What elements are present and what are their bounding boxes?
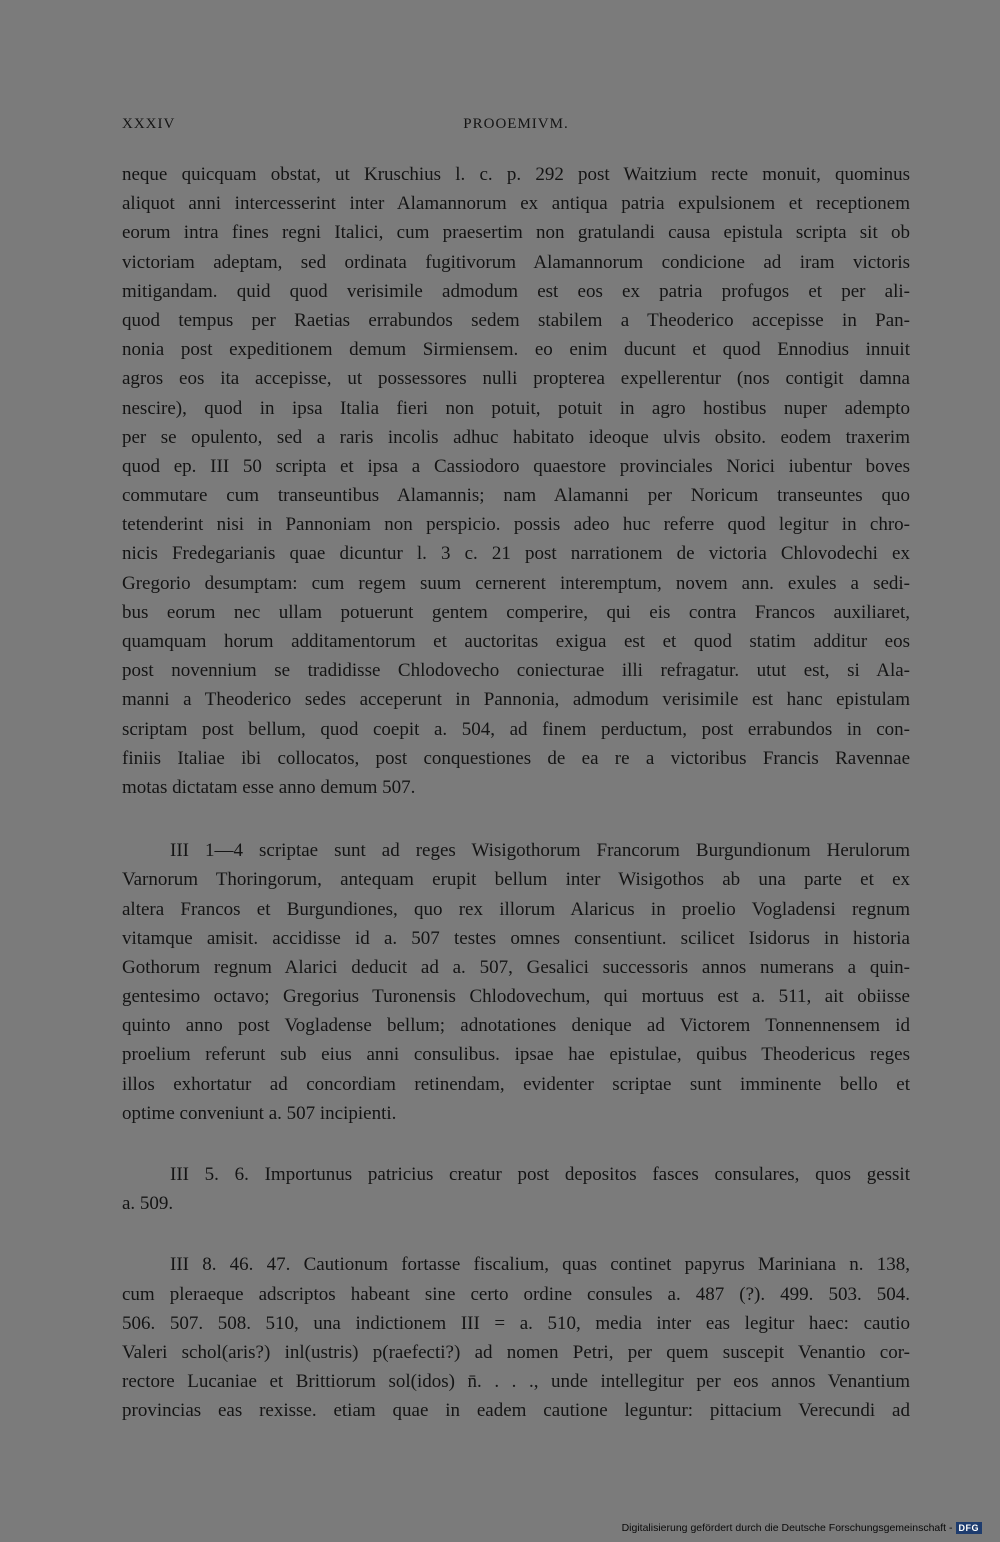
text-line: victoriam adeptam, sed ordinata fugitivorum Alamannorum condicione ad iram victoris: [122, 251, 910, 273]
text-line: bus eorum nec ullam potuerunt gentem comperire, qui eis contra Francos auxiliaret,: [122, 601, 910, 623]
paragraph-gap: [122, 1128, 910, 1160]
text-line: Valeri schol(aris?) inl(ustris) p(raefecti?) ad nomen Petri, per quem suscepit Venantio cor-: [122, 1341, 910, 1363]
text-line: quod ep. III 50 scripta et ipsa a Cassiodoro quaestore provinciales Norici iubentur boves: [122, 455, 910, 477]
paragraph: [122, 1160, 910, 1218]
text-line: provincias eas rexisse. etiam quae in eadem cautione leguntur: pittacium Verecundi ad: [122, 1400, 910, 1422]
text-line: III 1—4 scriptae sunt ad reges Wisigothorum Francorum Burgundionum Herulorum: [170, 840, 910, 862]
text-line: gentesimo octavo; Gregorius Turonensis Chlodovechum, qui mortuus est a. 511, ait obiisse: [122, 986, 910, 1008]
running-header: [122, 116, 910, 140]
text-line: altera Francos et Burgundiones, quo rex illorum Alaricus in proelio Vogladensi regnum: [122, 898, 910, 920]
page-body: [122, 160, 910, 1426]
text-line: proelium referunt sub eius anni consulibus. ipsae hae epistulae, quibus Theodericus reges: [122, 1044, 910, 1066]
dfg-logo-icon[interactable]: DFG: [956, 1522, 983, 1534]
text-line: vitamque amisit. accidisse id a. 507 testes omnes consentiunt. scilicet Isidorus in historia: [122, 927, 910, 949]
text-line: III 8. 46. 47. Cautionum fortasse fiscalium, quas continet papyrus Mariniana n. 138,: [170, 1254, 910, 1276]
text-line: tetenderint nisi in Pannoniam non perspicio. possis adeo huc referre quod legitur in chro-: [122, 514, 910, 536]
digitization-footer: [622, 1520, 982, 1536]
text-line: quod tempus per Raetias errabundos sedem stabilem a Theoderico accepisse in Pan-: [122, 309, 910, 331]
text-line: scriptam post bellum, quod coepit a. 504, ad finem perductum, post errabundos in con-: [122, 718, 910, 740]
text-line: III 5. 6. Importunus patricius creatur post depositos fasces consulares, quos gessit: [170, 1164, 910, 1185]
running-title: PROOEMIVM.: [463, 116, 569, 132]
footer-credit: Digitalisierung gefördert durch die Deutsche Forschungsgemeinschaft -: [621, 1522, 953, 1534]
text-line: Varnorum Thoringorum, antequam erupit bellum inter Wisigothos ab una parte et ex: [122, 869, 910, 891]
page-number: XXXIV: [122, 116, 176, 132]
text-line: commutare cum transeuntibus Alamannis; nam Alamanni per Noricum transeuntes quo: [122, 485, 910, 507]
text-line: Gregorio desumptam: cum regem suum cernerent interemptum, novem ann. exules a sedi-: [122, 572, 910, 594]
text-line: quamquam horum additamentorum et auctoritas exigua est et quod statim additur eos: [122, 631, 910, 652]
text-line: nicis Fredegarianis quae dicuntur l. 3 c. 21 post narrationem de victoria Chlovodechi ex: [122, 543, 910, 565]
text-line: manni a Theoderico sedes acceperunt in Pannonia, admodum verisimile est hanc epistulam: [122, 689, 910, 711]
text-line: neque quicquam obstat, ut Kruschius l. c. p. 292 post Waitzium recte monuit, quominus: [122, 164, 910, 185]
paragraph: [122, 836, 910, 1128]
text-line: Gothorum regnum Alarici deducit ad a. 507, Gesalici successoris annos numerans a quin-: [122, 956, 910, 978]
text-line: 506. 507. 508. 510, una indictionem III = a. 510, media inter eas legitur haec: cautio: [122, 1312, 910, 1334]
text-line: agros eos ita accepisse, ut possessores nulli propterea expellerentur (nos contigit damna: [122, 368, 910, 390]
text-line: post novennium se tradidisse Chlodovecho coniecturae illi refragatur. utut est, si Ala-: [122, 660, 910, 682]
text-line: nonia post expeditionem demum Sirmiensem. eo enim ducunt et quod Ennodius innuit: [122, 339, 910, 361]
text-line: illos exhortatur ad concordiam retinendam, evidenter scriptae sunt imminente bello et: [122, 1073, 910, 1095]
text-line: motas dictatam esse anno demum 507.: [122, 776, 416, 798]
text-line: mitigandam. quid quod verisimile admodum est eos ex patria profugos et per ali-: [122, 280, 910, 302]
text-line: quinto anno post Vogladense bellum; adnotationes denique ad Victorem Tonnennensem id: [122, 1015, 910, 1037]
text-line: cum pleraeque adscriptos habeant sine certo ordine consules a. 487 (?). 499. 503. 504.: [122, 1283, 910, 1305]
text-line: rectore Lucaniae et Brittiorum sol(idos) n̄. . . ., unde intellegitur per eos annos Venantium: [122, 1371, 910, 1393]
paragraph-gap: [122, 1218, 910, 1250]
text-line: aliquot anni intercesserint inter Alamannorum ex antiqua patria expulsionem et receptionem: [122, 193, 910, 215]
paragraph-gap: [122, 802, 910, 836]
text-line: a. 509.: [122, 1193, 174, 1215]
text-line: eorum intra fines regni Italici, cum praesertim non gratulandi causa epistula scripta sit ob: [122, 222, 910, 244]
text-line: nescire), quod in ipsa Italia fieri non potuit, potuit in agro hostibus nuper adempto: [122, 397, 910, 419]
paragraph: [122, 1250, 910, 1425]
text-line: finiis Italiae ibi collocatos, post conquestiones de ea re a victoribus Francis Ravennae: [122, 747, 910, 769]
text-line: optime conveniunt a. 507 incipienti.: [122, 1102, 397, 1124]
text-line: per se opulento, sed a raris incolis adhuc habitato ideoque ulvis obsito. eodem traxerim: [122, 426, 910, 448]
paragraph: [122, 160, 910, 802]
